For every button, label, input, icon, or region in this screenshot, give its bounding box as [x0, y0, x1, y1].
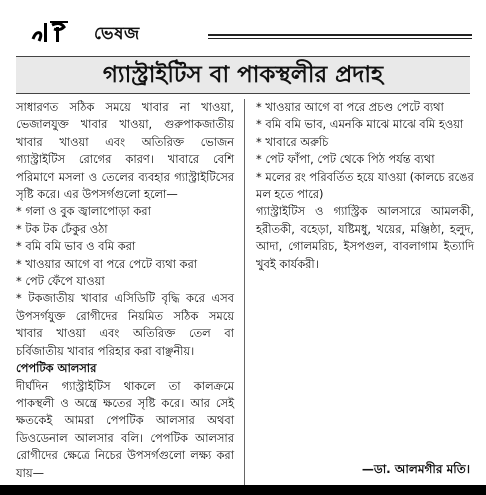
header-rule-thin — [208, 38, 472, 39]
headline-banner — [16, 56, 470, 94]
remedy-paragraph: গ্যাস্ট্রাইটিস ও গ্যাস্ট্রিক আলসারে আমলকী, হরীতকী, বহেড়া, যষ্টিমধু, খয়ের, মঞ্জিষ্ঠা, হলুদ, আদা, গোলমরিচ, ইসপগুল, বাবলাগাম ইত্যাদি খুবই কার্যকরী। — [256, 204, 474, 271]
article-title: গ্যাস্ট্রাইটিস বা পাকস্থলীর প্রদাহ — [102, 62, 384, 88]
author-byline: —ডা. আলমগীর মতি। — [361, 462, 470, 476]
ulcer-symptom-item: * বমি বমি ভাব, এমনকি মাঝে মাঝে বমি হওয়া — [256, 117, 464, 132]
ulcer-symptom-item: * মলের রং পরিবর্তিত হয়ে যাওয়া (কালচে রঙের মল হতে পারে) — [256, 169, 474, 202]
symptom-item: * খাওয়ার আগে বা পরে পেটে ব্যথা করা — [16, 256, 198, 271]
ulcer-symptom-item: * খাওয়ার আগে বা পরে প্রচণ্ড পেটে ব্যথা — [256, 100, 444, 114]
article-body — [16, 99, 474, 485]
brand-logo-icon — [30, 17, 70, 45]
column-divider — [244, 99, 245, 485]
symptom-item: * পেট ফেঁপে যাওয়া — [16, 274, 105, 289]
header-rule — [208, 34, 472, 36]
ulcer-symptom-item: * পেট ফাঁপা, পেট থেকে পিঠ পর্যন্ত ব্যথা — [256, 152, 435, 167]
ulcer-symptom-item: * খাবারে অরুচি — [256, 134, 329, 149]
symptom-item: * টক টক ঢেঁকুর ওঠা — [16, 221, 108, 236]
subheading: পেপটিক আলসার — [16, 361, 97, 376]
ulcer-paragraph: দীর্ঘদিন গ্যাস্ট্রাইটিস থাকলে তা কালক্রমে পাকস্থলী ও অন্ত্রে ক্ষতের সৃষ্টি করে। আর সেই ক্ষতকেই আমরা পেপটিক আলসার অথবা ডিওডেনাল আলসার বলি। পেপটিক আলসার রোগীদের ক্ষেত্রে নিচের উপসর্গগুলো লক্ষ্য করা যায়— — [16, 378, 234, 480]
bottom-bar — [0, 485, 486, 495]
column-right — [256, 99, 474, 273]
column-left — [16, 99, 234, 482]
section-label: ভেষজ — [94, 24, 140, 44]
section-header — [0, 0, 486, 56]
symptom-item: * গলা ও বুক জ্বালাপোড়া করা — [16, 204, 151, 219]
symptom-item: * বমি বমি ভাব ও বমি করা — [16, 239, 136, 254]
intro-paragraph: সাধারণত সঠিক সময়ে খাবার না খাওয়া, ভেজালযুক্ত খাবার খাওয়া, গুরুপাকজাতীয় খাবার খাওয়া এবং অতিরিক্ত ভোজন গ্যাস্ট্রাইটিস রোগের কারণ। খাবারে বেশি পরিমাণে মসলা ও তেলের ব্যবহার গ্যাস্ট্রাইটিসের সৃষ্টি করে। এর উপসর্গগুলো হলো— — [16, 100, 234, 202]
acid-paragraph: * টকজাতীয় খাবার এসিডিটি বৃদ্ধি করে এসব উপসর্গযুক্ত রোগীদের নিয়মিত সঠিক সময়ে খাবার খাওয়া এবং অতিরিক্ত তেল বা চর্বিজাতীয় খাবার পরিহার করা বাঞ্ছনীয়। — [16, 291, 234, 358]
